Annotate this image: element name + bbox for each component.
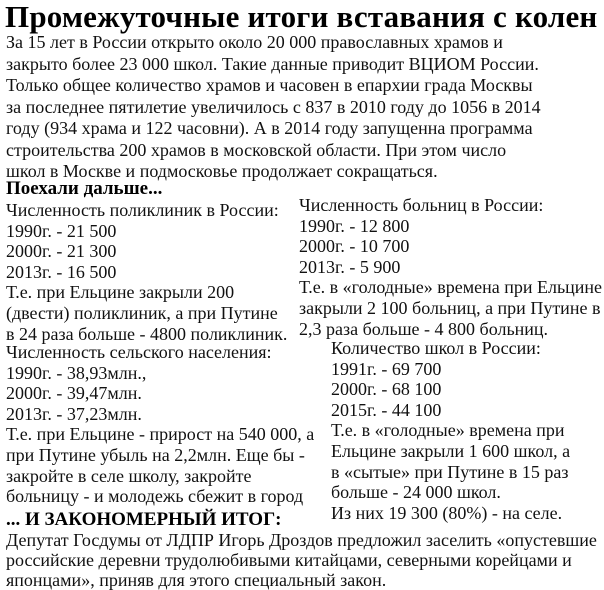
rural-line: закройте в селе школу, закройте [6,465,252,486]
hospitals-line: закрыли 2 100 больниц, а при Путине в [299,297,601,318]
schools-line: Ельцине закрыли 1 600 школ, а [331,440,571,461]
schools-line: 2000г. - 68 100 [331,379,442,400]
conclusion-line: российские деревни трудолюбивыми китайцами, северными корейцами и [6,550,572,570]
clinics-line: 2000г. - 21 300 [6,241,117,262]
clinics-block [6,200,287,344]
clinics-line: 1990г. - 21 500 [6,220,117,241]
schools-line: 2015г. - 44 100 [331,399,442,420]
conclusion-line: Депутат Госдумы от ЛДПР Игорь Дроздов предложил заселить «опустевшие [6,530,597,550]
intro-line: Только общее количество храмов и часовен в епархии града Москвы [6,75,533,95]
schools-line: Количество школ в России: [331,338,541,358]
schools-block [331,338,570,523]
schools-line: 1991г. - 69 700 [331,358,442,379]
conclusion-line: японцами», приняв для этого специальный закон. [6,570,387,590]
conclusion-paragraph [6,530,597,590]
clinics-line: в 24 раза больше - 4800 поликлиник. [6,323,288,344]
hospitals-line: Т.е. в «голодные» времена при Ельцине [299,277,603,298]
intro-line: году (934 храма и 122 часовни). А в 2014 году запущенна программа [6,118,533,138]
clinics-line: 2013г. - 16 500 [6,261,117,282]
section-heading-next: Поехали дальше... [6,178,163,199]
rural-line: Т.е. при Ельцине - прирост на 540 000, а [6,424,315,445]
clinics-line: Численность поликлиник в России: [6,200,279,220]
schools-line: Из них 19 300 (80%) - на селе. [331,502,563,523]
intro-line: школ в Москве и подмосковье продолжает сокращаться. [6,161,438,181]
hospitals-line: 1990г. - 12 800 [299,215,410,236]
schools-line: Т.е. в «голодные» времена при [331,420,565,441]
clinics-line: (двести) поликлиник, а при Путине [6,302,278,323]
rural-line: при Путине убыль на 2,2млн. Еще бы - [6,444,305,465]
hospitals-line: 2,3 раза больше - 4 800 больниц. [299,318,549,339]
hospitals-line: 2000г. - 10 700 [299,236,410,257]
rural-line: 2013г. - 37,23млн. [6,403,142,424]
intro-line: закрыто более 23 000 школ. Такие данные приводит ВЦИОМ России. [6,53,539,74]
intro-line: За 15 лет в России открыто около 20 000 православных храмов и [6,32,503,52]
rural-population-block [6,342,314,507]
rural-line: 2000г. - 39,47млн. [6,383,142,404]
hospitals-line: Численность больниц в России: [299,195,544,215]
rural-line: 1990г. - 38,93млн., [6,362,147,383]
intro-paragraph [6,32,604,183]
rural-line: больницу - и молодежь сбежит в город [6,486,304,507]
page-title: Промежуточные итоги вставания с колен [5,0,598,34]
intro-line: строительства 200 храмов в московской области. При этом число [6,139,507,160]
intro-line: за последнее пятилетие увеличилось с 837 в 2010 году до 1056 в 2014 [6,96,541,117]
schools-line: в «сытые» при Путине в 15 раз [331,461,569,482]
hospitals-block [299,195,602,339]
rural-line: Численность сельского населения: [6,342,272,362]
schools-line: больше - 24 000 школ. [331,482,501,503]
section-heading-result: ... И ЗАКОНОМЕРНЫЙ ИТОГ: [6,509,282,530]
hospitals-line: 2013г. - 5 900 [299,256,401,277]
clinics-line: Т.е. при Ельцине закрыли 200 [6,282,235,303]
